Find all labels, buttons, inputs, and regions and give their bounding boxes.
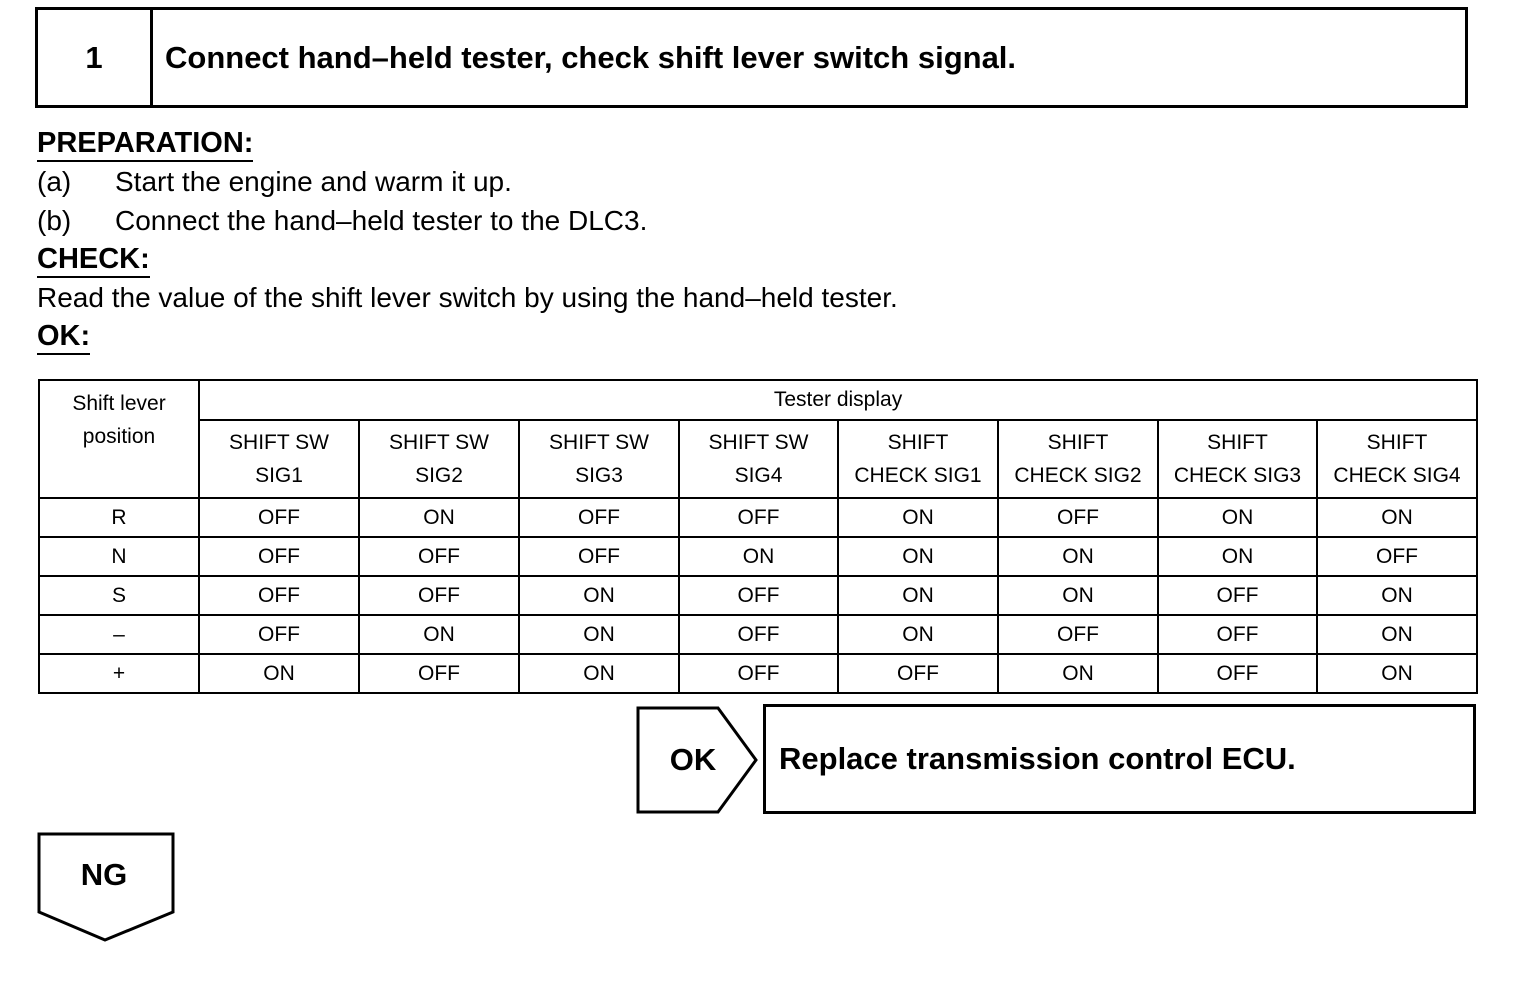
signal-cell: OFF xyxy=(199,537,359,576)
column-header xyxy=(199,420,359,498)
preparation-item xyxy=(37,162,1437,201)
column-header-line2: CHECK SIG1 xyxy=(854,464,982,487)
signal-cell: OFF xyxy=(679,576,838,615)
signal-cell: OFF xyxy=(519,498,679,537)
item-marker: (b) xyxy=(37,205,72,236)
column-header-line2: SIG3 xyxy=(575,464,623,487)
column-header xyxy=(838,420,998,498)
column-header-line2: CHECK SIG2 xyxy=(1014,464,1142,487)
table-row xyxy=(39,537,1477,576)
table-row xyxy=(39,615,1477,654)
signal-cell: OFF xyxy=(1158,576,1317,615)
column-header-line1: SHIFT xyxy=(1047,431,1109,454)
signal-cell: OFF xyxy=(679,498,838,537)
ng-label: NG xyxy=(80,857,128,892)
signal-cell: ON xyxy=(679,537,838,576)
position-cell: – xyxy=(39,615,199,654)
tester-display-header: Tester display xyxy=(199,380,1477,420)
signal-cell: ON xyxy=(1317,654,1477,693)
step-title: Connect hand–held tester, check shift lever switch signal. xyxy=(165,39,1017,75)
position-header-line2: position xyxy=(82,425,156,448)
column-header xyxy=(359,420,519,498)
table-row xyxy=(39,498,1477,537)
position-cell: R xyxy=(39,498,199,537)
signal-cell: ON xyxy=(998,537,1158,576)
item-text: Connect the hand–held tester to the DLC3. xyxy=(115,205,648,236)
shift-signal-table xyxy=(38,379,1478,694)
signal-cell: OFF xyxy=(838,654,998,693)
preparation-heading: PREPARATION: xyxy=(37,124,253,162)
item-marker: (a) xyxy=(37,166,72,197)
check-heading: CHECK: xyxy=(37,240,150,278)
signal-cell: ON xyxy=(519,576,679,615)
position-cell: + xyxy=(39,654,199,693)
column-header-line1: SHIFT SW xyxy=(389,431,489,454)
signal-cell: OFF xyxy=(998,498,1158,537)
column-header xyxy=(679,420,838,498)
check-text: Read the value of the shift lever switch by using the hand–held tester. xyxy=(37,282,898,313)
signal-cell: OFF xyxy=(679,615,838,654)
position-column-header xyxy=(39,380,199,498)
signal-cell: OFF xyxy=(1158,654,1317,693)
signal-cell: OFF xyxy=(199,576,359,615)
signal-cell: ON xyxy=(1158,537,1317,576)
signal-cell: OFF xyxy=(359,654,519,693)
position-cell: S xyxy=(39,576,199,615)
column-header-line1: SHIFT SW xyxy=(549,431,649,454)
preparation-item xyxy=(37,201,1437,240)
column-header xyxy=(1158,420,1317,498)
instructions xyxy=(37,124,1437,355)
signal-cell: OFF xyxy=(1317,537,1477,576)
column-header-line1: SHIFT xyxy=(1366,431,1428,454)
signal-cell: ON xyxy=(998,654,1158,693)
signal-cell: OFF xyxy=(679,654,838,693)
column-header-line2: SIG4 xyxy=(734,464,783,487)
signal-cell: ON xyxy=(1158,498,1317,537)
step-header xyxy=(35,7,1468,108)
column-header xyxy=(1317,420,1477,498)
signal-cell: ON xyxy=(838,537,998,576)
table-row xyxy=(39,576,1477,615)
signal-cell: ON xyxy=(1317,615,1477,654)
signal-cell: OFF xyxy=(359,537,519,576)
signal-cell: ON xyxy=(838,615,998,654)
item-text: Start the engine and warm it up. xyxy=(115,166,512,197)
signal-cell: ON xyxy=(1317,498,1477,537)
signal-cell: ON xyxy=(519,654,679,693)
column-header-line1: SHIFT xyxy=(1207,431,1268,454)
column-header-line1: SHIFT SW xyxy=(708,431,809,454)
signal-cell: OFF xyxy=(1158,615,1317,654)
signal-cell: ON xyxy=(838,576,998,615)
signal-cell: OFF xyxy=(199,498,359,537)
signal-cell: OFF xyxy=(519,537,679,576)
column-header-line2: CHECK SIG3 xyxy=(1173,464,1302,487)
signal-cell: ON xyxy=(838,498,998,537)
signal-cell: OFF xyxy=(998,615,1158,654)
signal-cell: OFF xyxy=(199,615,359,654)
signal-cell: ON xyxy=(359,498,519,537)
column-header xyxy=(998,420,1158,498)
position-header-line1: Shift lever xyxy=(72,392,166,415)
signal-cell: ON xyxy=(199,654,359,693)
step-number: 1 xyxy=(38,10,153,105)
position-cell: N xyxy=(39,537,199,576)
signal-cell: OFF xyxy=(359,576,519,615)
table-row xyxy=(39,654,1477,693)
signal-cell: ON xyxy=(998,576,1158,615)
signal-cell: ON xyxy=(519,615,679,654)
column-header-line1: SHIFT SW xyxy=(229,431,329,454)
column-header-line1: SHIFT xyxy=(887,431,949,454)
signal-cell: ON xyxy=(359,615,519,654)
ok-label: OK xyxy=(669,742,717,777)
signal-cell: ON xyxy=(1317,576,1477,615)
column-header-line2: SIG1 xyxy=(255,464,303,487)
ok-heading: OK: xyxy=(37,317,90,355)
column-header-line2: CHECK SIG4 xyxy=(1333,464,1461,487)
column-header-line2: SIG2 xyxy=(415,464,463,487)
ok-action-box: Replace transmission control ECU. xyxy=(763,704,1476,814)
column-header xyxy=(519,420,679,498)
